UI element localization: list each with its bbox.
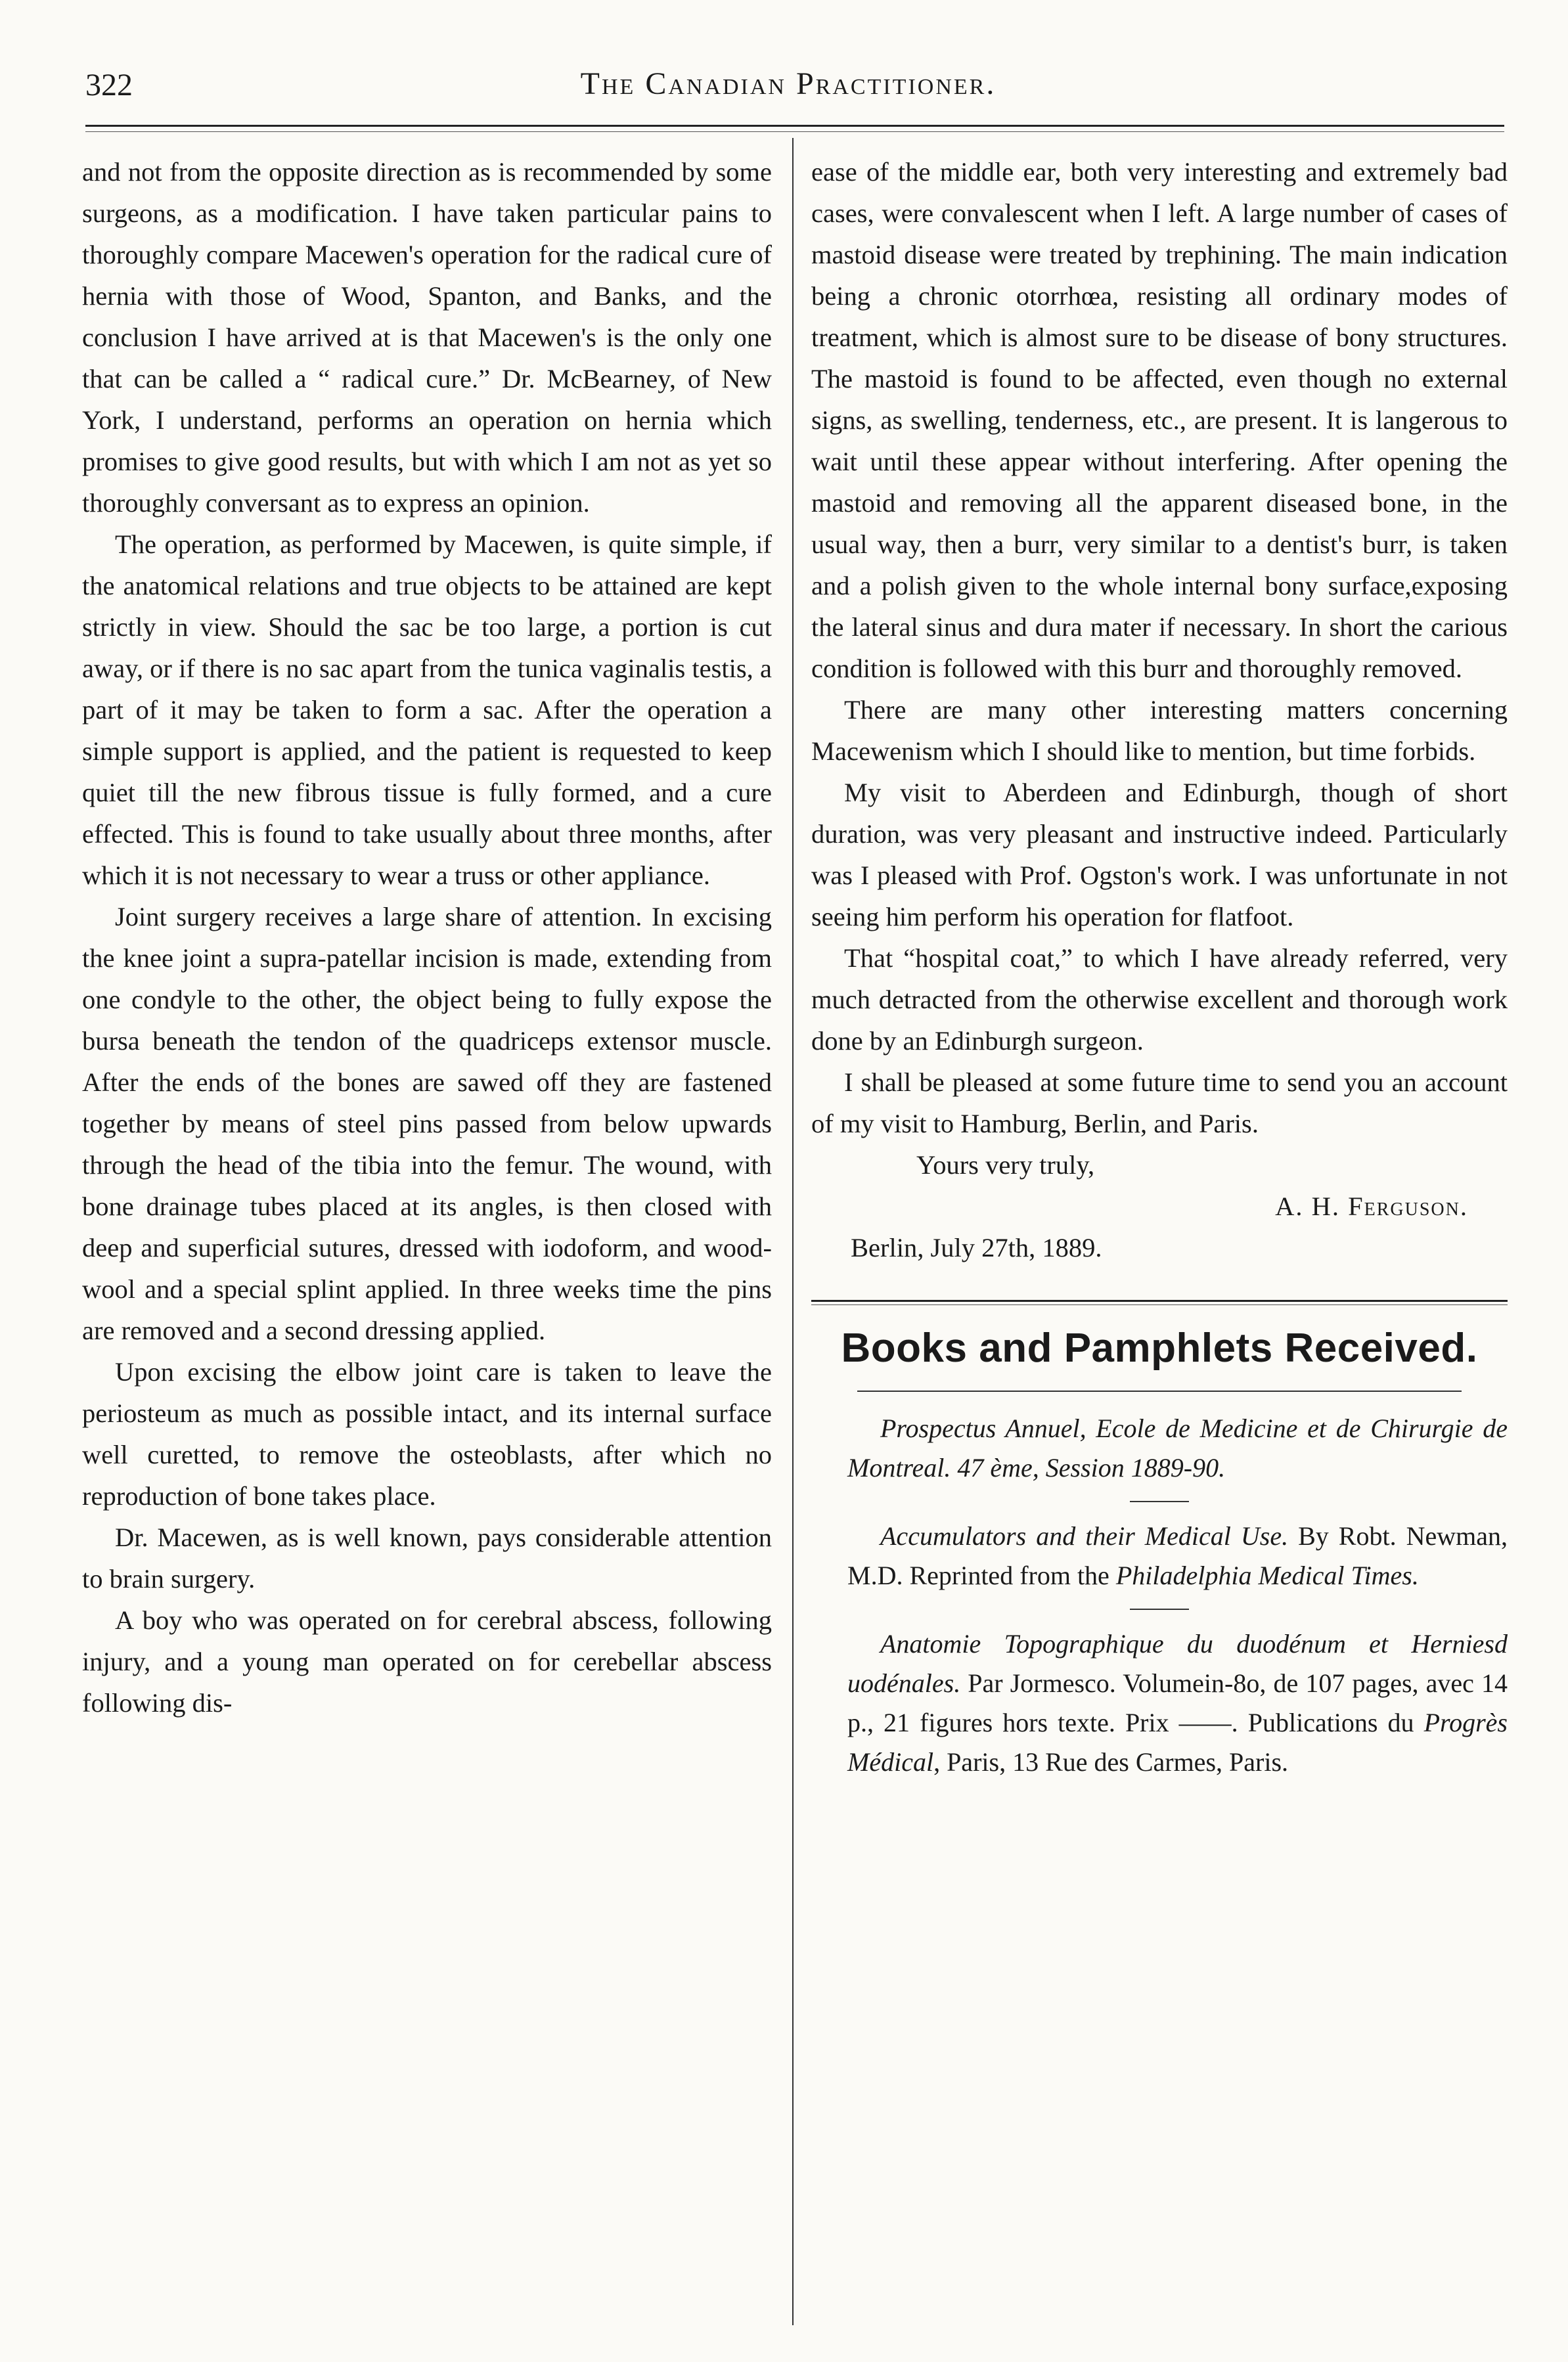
book-source: Philadelphia Medical Times.: [1115, 1561, 1419, 1590]
section-rule: [811, 1300, 1508, 1302]
running-title: The Canadian Practitioner.: [580, 66, 997, 101]
book-title: Prospectus Annuel, Ecole de Medicine et de Chirurgie de Montreal. 47 ème, Session 1889-90.: [847, 1414, 1508, 1482]
paragraph: I shall be pleased at some future time to send you an account of my visit to Hamburg, Berlin, and Paris.: [811, 1067, 1508, 1138]
paragraph: Upon excising the elbow joint care is taken to leave the periosteum as much as possible intact, and its internal surface well curetted, to remove the osteoblasts, after which no reproduction of bone takes place.: [82, 1357, 772, 1511]
section-rule-thin: [811, 1304, 1508, 1305]
book-title: Accumulators and their Medical Use.: [880, 1521, 1289, 1551]
letter-dateline: Berlin, July 27th, 1889.: [851, 1233, 1102, 1262]
right-column: [811, 151, 1508, 1782]
column-divider: [792, 138, 794, 2325]
book-tail: , Paris, 13 Rue des Carmes, Paris.: [933, 1747, 1289, 1777]
section-heading: Books and Pamphlets Received.: [841, 1326, 1478, 1371]
book-source: Progrès Médical: [847, 1708, 1508, 1777]
letter-closing: Yours very truly,: [916, 1150, 1095, 1180]
paragraph: That “hospital coat,” to which I have already referred, very much detracted from the otherwise excellent and thorough work done by an Edinburgh surgeon.: [811, 943, 1508, 1056]
page-number: 322: [85, 68, 133, 102]
heading-underline: [857, 1391, 1462, 1392]
paragraph: My visit to Aberdeen and Edinburgh, though of short duration, was very pleasant and instructive indeed. Particularly was I pleased with Prof. Ogston's work. I was unfortunate in not seeing him perform his operation for flatfoot.: [811, 778, 1508, 931]
book-entry: [811, 1409, 1508, 1488]
paragraph: Joint surgery receives a large share of attention. In excising the knee joint a supra-patellar incision is made, extending from one condyle to the other, the object being to fully expose the bursa beneath the tendon of the quadriceps extensor muscle. After the ends of the bones are sawed off they are fastened together by means of steel pins passed from below upwards through the head of the tibia into the femur. The wound, with bone drainage tubes placed at its angles, is then closed with deep and superficial sutures, dressed with iodoform, and wood-wool and a special splint applied. In three weeks time the pins are removed and a second dressing applied.: [82, 902, 772, 1345]
book-details: By Robt. Newman, M.D. Reprinted from the: [847, 1521, 1508, 1590]
header-rule: [85, 125, 1504, 127]
book-entry: [811, 1624, 1508, 1782]
book-details: Par Jormesco. Volumein-8o, de 107 pages, avec 14 p., 21 figures hors texte. Prix ——. Publications du: [847, 1668, 1508, 1737]
book-entry: [811, 1517, 1508, 1595]
paragraph: and not from the opposite direction as is recommended by some surgeons, as a modification. I have taken particular pains to thoroughly compare Macewen's operation for the radical cure of hernia with those of Wood, Spanton, and Banks, and the conclusion I have arrived at is that Macewen's is the only one that can be called a “ radical cure.” Dr. McBearney, of New York, I understand, performs an operation on hernia which promises to give good results, but with which I am not as yet so thoroughly conversant as to express an opinion.: [82, 157, 772, 518]
paragraph: Dr. Macewen, as is well known, pays considerable attention to brain surgery.: [82, 1523, 772, 1593]
paragraph: There are many other interesting matters concerning Macewenism which I should like to mention, but time forbids.: [811, 695, 1508, 766]
paragraph: ease of the middle ear, both very interesting and extremely bad cases, were convalescent when I left. A large number of cases of mastoid disease were treated by trephining. The main indication being a chronic otorrhœa, resisting all ordinary modes of treatment, which is almost sure to be disease of bony structures. The mastoid is found to be affected, even though no external signs, as swelling, tenderness, etc., are present. It is langerous to wait until these appear without interfering. After opening the mastoid and removing all the apparent diseased bone, in the usual way, then a burr, very similar to a dentist's burr, is taken and a polish given to the whole internal bony surface,exposing the lateral sinus and dura mater if necessary. In short the carious condition is followed with this burr and thoroughly removed.: [811, 157, 1508, 683]
paragraph: A boy who was operated on for cerebral abscess, following injury, and a young man operated on for cerebellar abscess following dis-: [82, 1605, 772, 1718]
entry-separator: [1130, 1609, 1189, 1610]
header-rule-thin: [85, 131, 1504, 132]
left-column: [82, 151, 772, 1724]
book-title: Anatomie Topographique du duodénum et Herniesd uodénales.: [847, 1629, 1508, 1698]
page-header: [72, 47, 1504, 106]
paragraph: The operation, as performed by Macewen, is quite simple, if the anatomical relations and true objects to be attained are kept strictly in view. Should the sac be too large, a portion is cut away, or if there is no sac apart from the tunica vaginalis testis, a part of it may be taken to form a sac. After the operation a simple support is applied, and the patient is requested to keep quiet till the new fibrous tissue is fully formed, and a cure effected. This is found to take usually about three months, after which it is not necessary to wear a truss or other appliance.: [82, 529, 772, 890]
letter-signature: A. H. Ferguson.: [1275, 1192, 1468, 1221]
entry-separator: [1130, 1501, 1189, 1502]
